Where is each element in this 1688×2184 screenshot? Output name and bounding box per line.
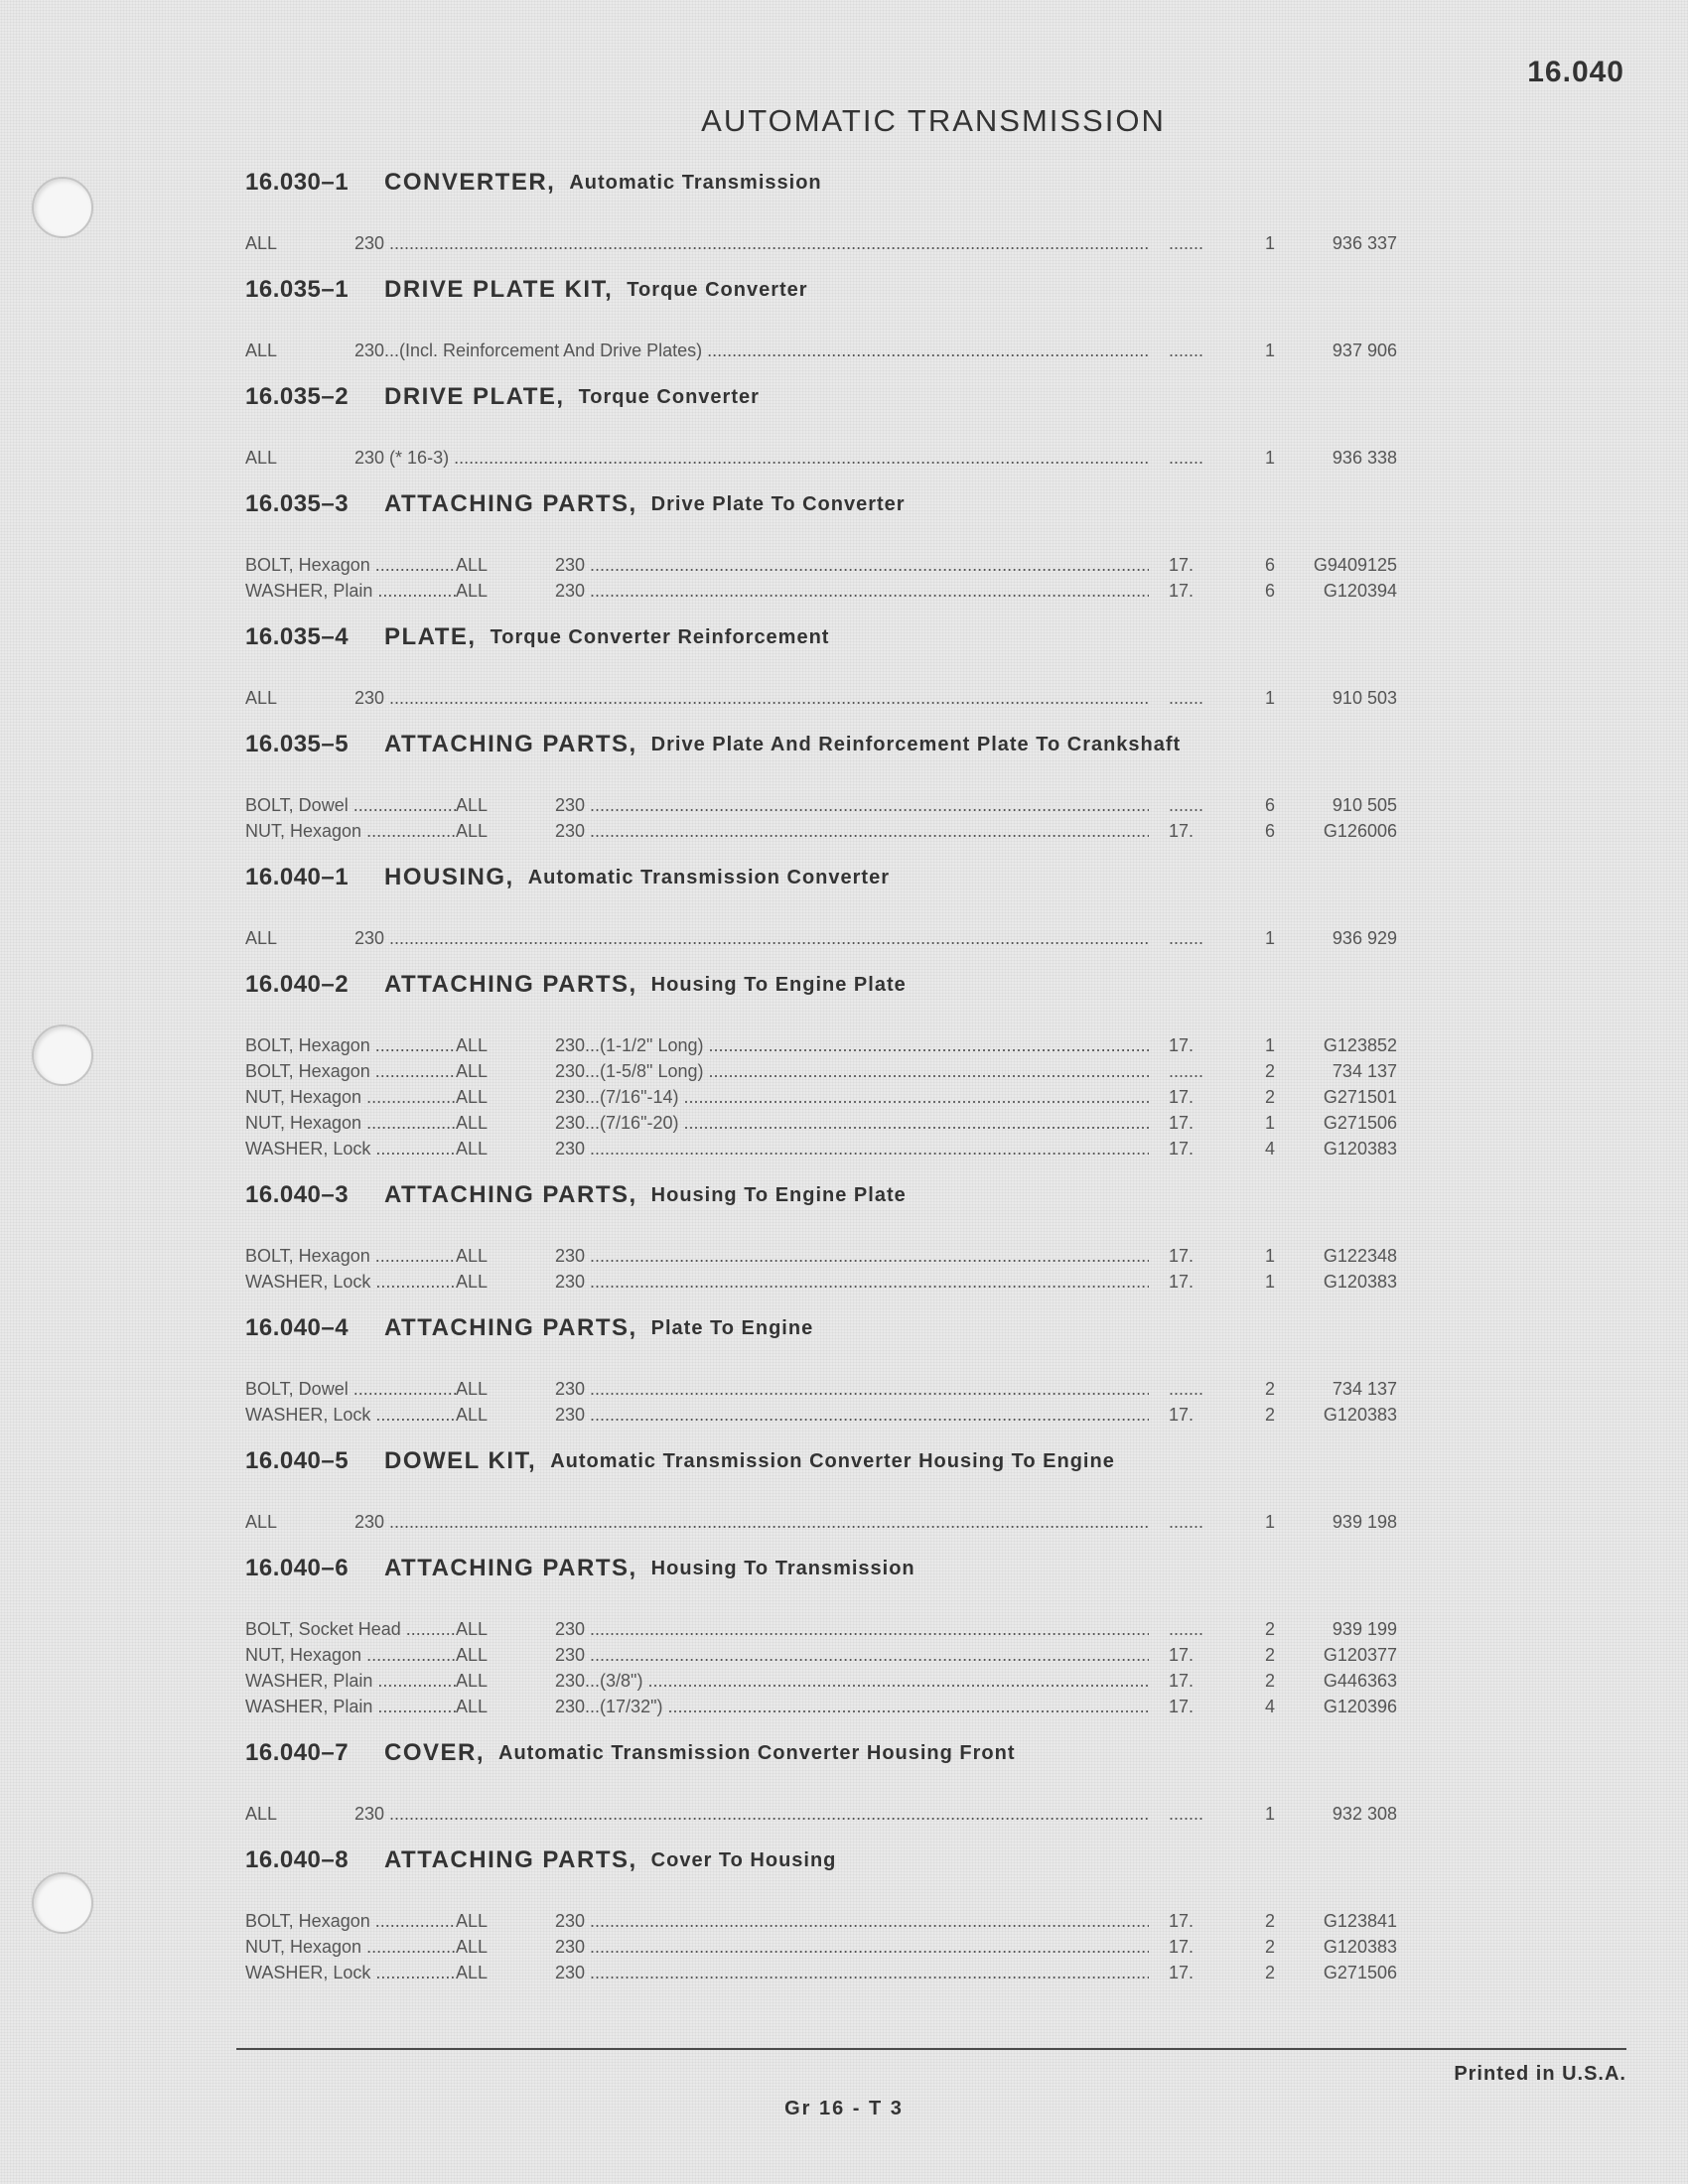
- section-heading: [245, 270, 1556, 310]
- parts-row: [245, 685, 1556, 711]
- part-description: [354, 341, 1149, 361]
- footer-divider: [236, 2048, 1626, 2050]
- section-number: 16.040–8: [245, 1846, 350, 1873]
- applies-to: ALL: [456, 1936, 489, 1957]
- group-ref: .......: [1169, 1803, 1204, 1824]
- group-ref: 17.: [1169, 1644, 1195, 1665]
- applies-to: ALL: [456, 1034, 489, 1055]
- description-note: ...(Incl. Reinforcement And Drive Plates): [384, 340, 703, 360]
- section-number: 16.040–6: [245, 1555, 350, 1581]
- section-heading: [245, 858, 1556, 897]
- quantity: 1: [1264, 687, 1275, 708]
- part-name: NUT, Hexagon .....: [245, 1937, 456, 1958]
- part-description: [354, 448, 1149, 469]
- group-ref: 17.: [1169, 1404, 1195, 1425]
- quantity: 2: [1264, 1086, 1275, 1107]
- parts-row: [245, 818, 1556, 844]
- applies-to: ALL: [456, 1696, 489, 1716]
- part-number: G9409125: [1313, 554, 1397, 575]
- section-name: DOWEL KIT,: [384, 1447, 537, 1474]
- binder-hole: [32, 177, 93, 238]
- section-heading: [245, 725, 1556, 764]
- catalog-section: [245, 858, 1556, 965]
- catalog-section: [245, 1841, 1556, 1999]
- part-description: 230 .....: [555, 555, 1149, 576]
- quantity: 1: [1264, 1034, 1275, 1055]
- section-description: Drive Plate And Reinforcement Plate To Crankshaft: [650, 733, 1182, 755]
- quantity: 2: [1264, 1910, 1275, 1931]
- part-description: [354, 1512, 1149, 1533]
- quantity: 2: [1264, 1644, 1275, 1665]
- part-description: [354, 233, 1149, 254]
- part-number: G271501: [1323, 1086, 1397, 1107]
- parts-catalog: [245, 163, 1556, 1999]
- group-ref: .......: [1169, 1060, 1204, 1081]
- quantity: 4: [1264, 1696, 1275, 1716]
- part-number: G123841: [1323, 1910, 1397, 1931]
- part-name: NUT, Hexagon .....: [245, 1113, 456, 1134]
- page-footer-code: Gr 16 - T 3: [784, 2098, 904, 2119]
- group-ref: .......: [1169, 232, 1204, 253]
- part-number: G446363: [1323, 1670, 1397, 1691]
- group-ref: .......: [1169, 927, 1204, 948]
- parts-row: [245, 1376, 1556, 1402]
- part-description: 230 .....: [555, 1963, 1149, 1983]
- section-name: ATTACHING PARTS,: [384, 1181, 637, 1208]
- part-number: G120383: [1323, 1271, 1397, 1292]
- group-ref: 17.: [1169, 1138, 1195, 1159]
- group-ref: .......: [1169, 687, 1204, 708]
- applies-to: ALL: [456, 820, 489, 841]
- description-note: (* 16-3): [384, 447, 450, 468]
- part-number: G271506: [1323, 1112, 1397, 1133]
- part-number: G120394: [1323, 580, 1397, 601]
- part-name: WASHER, Plain .....: [245, 1697, 456, 1717]
- group-ref: .......: [1169, 1618, 1204, 1639]
- section-number: 16.035–5: [245, 731, 350, 757]
- parts-row: [245, 1616, 1556, 1642]
- section-description: Housing To Transmission: [650, 1557, 915, 1579]
- part-name: BOLT, Dowel .....: [245, 795, 456, 816]
- section-heading: [245, 1549, 1556, 1588]
- part-number: 734 137: [1332, 1378, 1397, 1399]
- applies-to: ALL: [456, 1618, 489, 1639]
- applies-to: ALL: [456, 1138, 489, 1159]
- part-name: BOLT, Hexagon .....: [245, 1911, 456, 1932]
- part-description: 230 .....: [555, 1139, 1149, 1160]
- quantity: 1: [1264, 1511, 1275, 1532]
- group-ref: 17.: [1169, 1670, 1195, 1691]
- part-description: 230 .....: [555, 821, 1149, 842]
- catalog-section: [245, 484, 1556, 617]
- part-number: G122348: [1323, 1245, 1397, 1266]
- applies-to: ALL: [456, 1060, 489, 1081]
- section-number: 16.035–3: [245, 490, 350, 517]
- section-description: Torque Converter: [627, 278, 808, 301]
- section-description: Automatic Transmission Converter Housing To Engine: [550, 1449, 1115, 1472]
- catalog-section: [245, 1308, 1556, 1441]
- part-number: G126006: [1323, 820, 1397, 841]
- section-name: CONVERTER,: [384, 169, 556, 196]
- applies-to: ALL: [245, 687, 278, 708]
- applies-to: ALL: [245, 340, 278, 360]
- section-name: ATTACHING PARTS,: [384, 971, 637, 998]
- section-heading: [245, 617, 1556, 657]
- part-description: [354, 688, 1149, 709]
- quantity: 6: [1264, 580, 1275, 601]
- catalog-section: [245, 725, 1556, 858]
- section-description: Torque Converter: [578, 385, 760, 408]
- section-name: DRIVE PLATE KIT,: [384, 276, 614, 303]
- quantity: 4: [1264, 1138, 1275, 1159]
- section-name: ATTACHING PARTS,: [384, 731, 637, 757]
- parts-row: [245, 1694, 1556, 1719]
- quantity: 6: [1264, 554, 1275, 575]
- part-description: 230 .....: [555, 1911, 1149, 1932]
- part-name: NUT, Hexagon .....: [245, 821, 456, 842]
- part-number: G120396: [1323, 1696, 1397, 1716]
- part-description: 230...(1-1/2" Long) .....: [555, 1035, 1149, 1056]
- catalog-section: [245, 163, 1556, 270]
- quantity: 2: [1264, 1670, 1275, 1691]
- part-description: 230 .....: [555, 1619, 1149, 1640]
- section-description: Drive Plate To Converter: [650, 492, 906, 515]
- parts-row: [245, 1058, 1556, 1084]
- section-number: 16.040–2: [245, 971, 350, 998]
- group-ref: 17.: [1169, 580, 1195, 601]
- applies-to: ALL: [456, 1670, 489, 1691]
- section-description: Plate To Engine: [650, 1316, 814, 1339]
- part-name: BOLT, Hexagon .....: [245, 1246, 456, 1267]
- quantity: 1: [1264, 232, 1275, 253]
- parts-row: [245, 1402, 1556, 1428]
- applies-to: ALL: [456, 554, 489, 575]
- parts-row: [245, 1032, 1556, 1058]
- quantity: 2: [1264, 1618, 1275, 1639]
- parts-row: [245, 1642, 1556, 1668]
- section-heading: [245, 1175, 1556, 1215]
- group-ref: .......: [1169, 1511, 1204, 1532]
- quantity: 1: [1264, 340, 1275, 360]
- section-name: PLATE,: [384, 623, 477, 650]
- applies-to: ALL: [245, 1803, 278, 1824]
- part-name: NUT, Hexagon .....: [245, 1087, 456, 1108]
- section-description: Housing To Engine Plate: [650, 973, 907, 996]
- quantity: 2: [1264, 1936, 1275, 1957]
- group-ref: .......: [1169, 340, 1204, 360]
- parts-row: [245, 552, 1556, 578]
- parts-row: [245, 1509, 1556, 1535]
- catalog-section: [245, 617, 1556, 725]
- model: 230: [354, 232, 385, 253]
- part-description: [354, 928, 1149, 949]
- parts-row: [245, 1269, 1556, 1295]
- part-name: BOLT, Dowel .....: [245, 1379, 456, 1400]
- section-number: 16.035–4: [245, 623, 350, 650]
- quantity: 1: [1264, 1803, 1275, 1824]
- model: 230: [354, 927, 385, 948]
- part-description: 230 .....: [555, 1272, 1149, 1293]
- part-description: 230...(3/8") .....: [555, 1671, 1149, 1692]
- parts-row: [245, 792, 1556, 818]
- part-number: 939 199: [1332, 1618, 1397, 1639]
- part-number: G120383: [1323, 1138, 1397, 1159]
- group-ref: 17.: [1169, 554, 1195, 575]
- catalog-section: [245, 377, 1556, 484]
- applies-to: ALL: [456, 1271, 489, 1292]
- applies-to: ALL: [456, 1962, 489, 1982]
- section-heading: [245, 484, 1556, 524]
- group-ref: 17.: [1169, 1034, 1195, 1055]
- part-description: 230 .....: [555, 581, 1149, 602]
- quantity: 6: [1264, 820, 1275, 841]
- part-description: 230 .....: [555, 1645, 1149, 1666]
- group-ref: 17.: [1169, 1086, 1195, 1107]
- quantity: 2: [1264, 1404, 1275, 1425]
- part-number: 936 929: [1332, 927, 1397, 948]
- section-number: 16.040–3: [245, 1181, 350, 1208]
- quantity: 2: [1264, 1962, 1275, 1982]
- part-name: NUT, Hexagon .....: [245, 1645, 456, 1666]
- part-description: 230...(7/16"-20) .....: [555, 1113, 1149, 1134]
- parts-row: [245, 1136, 1556, 1161]
- section-number: 16.040–5: [245, 1447, 350, 1474]
- quantity: 1: [1264, 1245, 1275, 1266]
- part-description: 230 .....: [555, 1405, 1149, 1426]
- group-ref: 17.: [1169, 820, 1195, 841]
- parts-row: [245, 1243, 1556, 1269]
- group-ref: 17.: [1169, 1271, 1195, 1292]
- applies-to: ALL: [456, 1910, 489, 1931]
- section-heading: [245, 965, 1556, 1005]
- part-number: 910 503: [1332, 687, 1397, 708]
- section-description: Torque Converter Reinforcement: [490, 625, 830, 648]
- quantity: 2: [1264, 1060, 1275, 1081]
- parts-row: [245, 1934, 1556, 1960]
- part-number: 910 505: [1332, 794, 1397, 815]
- part-number: G120383: [1323, 1936, 1397, 1957]
- group-ref: .......: [1169, 1378, 1204, 1399]
- section-heading: [245, 377, 1556, 417]
- group-ref: 17.: [1169, 1245, 1195, 1266]
- parts-row: [245, 1908, 1556, 1934]
- part-number: 936 338: [1332, 447, 1397, 468]
- catalog-section: [245, 1549, 1556, 1733]
- section-heading: [245, 1841, 1556, 1880]
- page-title: AUTOMATIC TRANSMISSION: [701, 103, 1166, 138]
- section-description: Automatic Transmission: [569, 171, 822, 194]
- section-number: 16.040–7: [245, 1739, 350, 1766]
- parts-row: [245, 1960, 1556, 1985]
- parts-row: [245, 1801, 1556, 1827]
- section-number: 16.040–1: [245, 864, 350, 890]
- section-name: ATTACHING PARTS,: [384, 1846, 637, 1873]
- binder-hole: [32, 1024, 93, 1086]
- part-name: WASHER, Lock .....: [245, 1405, 456, 1426]
- part-name: WASHER, Lock .....: [245, 1963, 456, 1983]
- applies-to: ALL: [456, 1086, 489, 1107]
- part-name: BOLT, Socket Head .....: [245, 1619, 456, 1640]
- quantity: 1: [1264, 1112, 1275, 1133]
- parts-row: [245, 1110, 1556, 1136]
- group-ref: 17.: [1169, 1910, 1195, 1931]
- quantity: 2: [1264, 1378, 1275, 1399]
- group-ref: .......: [1169, 794, 1204, 815]
- applies-to: ALL: [456, 794, 489, 815]
- group-ref: 17.: [1169, 1696, 1195, 1716]
- binder-hole: [32, 1872, 93, 1934]
- catalog-section: [245, 1441, 1556, 1549]
- part-description: 230...(17/32") .....: [555, 1697, 1149, 1717]
- part-name: WASHER, Plain .....: [245, 581, 456, 602]
- section-description: Automatic Transmission Converter Housing Front: [498, 1741, 1016, 1764]
- part-name: WASHER, Plain .....: [245, 1671, 456, 1692]
- model: 230: [354, 1803, 385, 1824]
- quantity: 6: [1264, 794, 1275, 815]
- group-ref: 17.: [1169, 1112, 1195, 1133]
- part-number: 937 906: [1332, 340, 1397, 360]
- group-ref: 17.: [1169, 1936, 1195, 1957]
- part-description: 230...(1-5/8" Long) .....: [555, 1061, 1149, 1082]
- parts-row: [245, 1084, 1556, 1110]
- group-ref: .......: [1169, 447, 1204, 468]
- parts-row: [245, 338, 1556, 363]
- part-number: 936 337: [1332, 232, 1397, 253]
- applies-to: ALL: [456, 1112, 489, 1133]
- section-name: DRIVE PLATE,: [384, 383, 565, 410]
- applies-to: ALL: [456, 580, 489, 601]
- applies-to: ALL: [245, 447, 278, 468]
- part-number: 932 308: [1332, 1803, 1397, 1824]
- applies-to: ALL: [456, 1378, 489, 1399]
- model: 230: [354, 1511, 385, 1532]
- section-number: 16.040–4: [245, 1314, 350, 1341]
- parts-row: [245, 445, 1556, 471]
- part-name: BOLT, Hexagon .....: [245, 555, 456, 576]
- section-heading: [245, 1441, 1556, 1481]
- part-description: 230...(7/16"-14) .....: [555, 1087, 1149, 1108]
- section-heading: [245, 163, 1556, 203]
- part-number: 939 198: [1332, 1511, 1397, 1532]
- section-name: COVER,: [384, 1739, 486, 1766]
- parts-row: [245, 925, 1556, 951]
- section-name: HOUSING,: [384, 864, 514, 890]
- section-description: Housing To Engine Plate: [650, 1183, 907, 1206]
- printed-note: Printed in U.S.A.: [1454, 2063, 1626, 2085]
- part-name: BOLT, Hexagon .....: [245, 1061, 456, 1082]
- section-description: Cover To Housing: [650, 1848, 837, 1871]
- part-description: 230 .....: [555, 1246, 1149, 1267]
- parts-row: [245, 230, 1556, 256]
- applies-to: ALL: [456, 1245, 489, 1266]
- part-description: 230 .....: [555, 1379, 1149, 1400]
- section-name: ATTACHING PARTS,: [384, 1314, 637, 1341]
- part-description: 230 .....: [555, 795, 1149, 816]
- section-name: ATTACHING PARTS,: [384, 490, 637, 517]
- part-name: WASHER, Lock .....: [245, 1139, 456, 1160]
- quantity: 1: [1264, 1271, 1275, 1292]
- section-heading: [245, 1733, 1556, 1773]
- quantity: 1: [1264, 447, 1275, 468]
- applies-to: ALL: [245, 927, 278, 948]
- part-name: WASHER, Lock .....: [245, 1272, 456, 1293]
- part-number: G123852: [1323, 1034, 1397, 1055]
- applies-to: ALL: [245, 232, 278, 253]
- section-name: ATTACHING PARTS,: [384, 1555, 637, 1581]
- part-description: [354, 1804, 1149, 1825]
- page-number: 16.040: [1527, 56, 1624, 88]
- model: 230: [354, 687, 385, 708]
- section-number: 16.035–1: [245, 276, 350, 303]
- catalog-section: [245, 965, 1556, 1175]
- parts-row: [245, 578, 1556, 604]
- catalog-section: [245, 1175, 1556, 1308]
- group-ref: 17.: [1169, 1962, 1195, 1982]
- section-number: 16.030–1: [245, 169, 350, 196]
- quantity: 1: [1264, 927, 1275, 948]
- catalog-section: [245, 270, 1556, 377]
- part-number: G120377: [1323, 1644, 1397, 1665]
- part-number: G271506: [1323, 1962, 1397, 1982]
- section-heading: [245, 1308, 1556, 1348]
- parts-row: [245, 1668, 1556, 1694]
- model: 230: [354, 447, 385, 468]
- part-number: G120383: [1323, 1404, 1397, 1425]
- section-number: 16.035–2: [245, 383, 350, 410]
- section-description: Automatic Transmission Converter: [527, 866, 890, 888]
- part-name: BOLT, Hexagon .....: [245, 1035, 456, 1056]
- catalog-section: [245, 1733, 1556, 1841]
- model: 230: [354, 340, 385, 360]
- applies-to: ALL: [245, 1511, 278, 1532]
- applies-to: ALL: [456, 1404, 489, 1425]
- applies-to: ALL: [456, 1644, 489, 1665]
- part-description: 230 .....: [555, 1937, 1149, 1958]
- part-number: 734 137: [1332, 1060, 1397, 1081]
